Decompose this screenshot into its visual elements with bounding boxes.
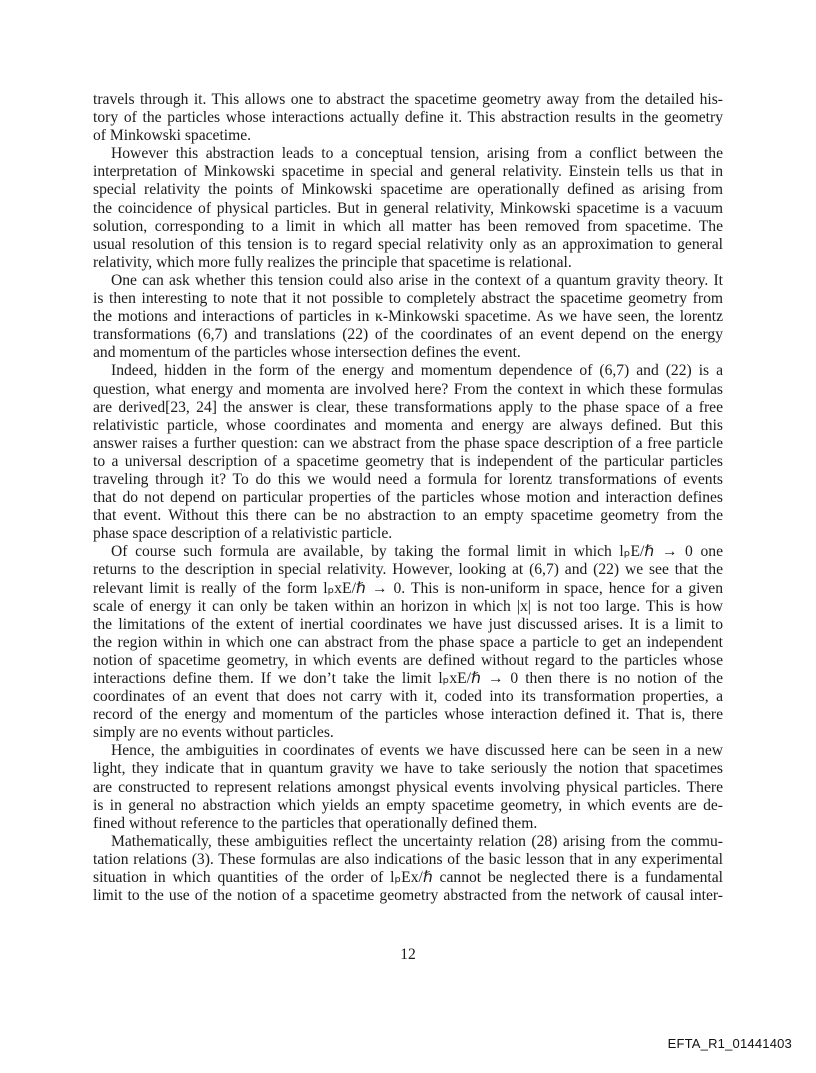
text-line: that event. Without this there can be no abstraction to an empty spacetime geometry from the bbox=[93, 507, 723, 525]
paragraph bbox=[93, 543, 723, 742]
text-line: limit to the use of the notion of a spacetime geometry abstracted from the network of causal inter- bbox=[93, 887, 723, 905]
text-line: However this abstraction leads to a conceptual tension, arising from a conflict between the bbox=[111, 145, 723, 163]
page-number: 12 bbox=[400, 946, 416, 963]
text-line: tory of the particles whose interactions actually define it. This abstraction results in the geometry bbox=[93, 109, 723, 127]
text-line: record of the energy and momentum of the particles whose interaction defined it. That is, there bbox=[93, 706, 723, 724]
text-line: returns to the description in special relativity. However, looking at (6,7) and (22) we see that the bbox=[93, 561, 723, 579]
text-line: Of course such formula are available, by taking the formal limit in which lₚE/ℏ → 0 one bbox=[111, 543, 723, 561]
text-line: coordinates of an event that does not carry with it, coded into its transformation properties, a bbox=[93, 688, 723, 706]
paragraph bbox=[93, 145, 723, 272]
text-line: fined without reference to the particles that operationally defined them. bbox=[93, 814, 538, 832]
text-line: interactions define them. If we don’t take the limit lₚxE/ℏ → 0 then there is no notion of the bbox=[93, 670, 723, 687]
text-line: relevant limit is really of the form lₚxE/ℏ → 0. This is non-uniform in space, hence for a given bbox=[93, 579, 723, 597]
text-line: solution, corresponding to a limit in which all matter has been removed from spacetime. The bbox=[93, 217, 723, 235]
text-line: notion of spacetime geometry, in which events are defined without regard to the particles whose bbox=[93, 651, 723, 669]
paragraph bbox=[93, 362, 723, 543]
text-line: to a universal description of a spacetime geometry that is independent of the particular particles bbox=[93, 452, 723, 470]
text-line: Hence, the ambiguities in coordinates of events we have discussed here can be seen in a new bbox=[111, 742, 723, 760]
paragraph bbox=[93, 272, 723, 362]
text-line: simply are no events without particles. bbox=[93, 724, 334, 742]
text-line: One can ask whether this tension could also arise in the context of a quantum gravity theory. It bbox=[111, 271, 723, 289]
text-line: the limitations of the extent of inertial coordinates we have just discussed arises. It is a limit to bbox=[93, 615, 723, 633]
text-line: transformations (6,7) and translations (22) of the coordinates of an event depend on the energy bbox=[93, 326, 723, 344]
text-line: relativity, which more fully realizes the principle that spacetime is relational. bbox=[93, 253, 572, 271]
body-text bbox=[93, 91, 723, 905]
text-line: are constructed to represent relations amongst physical events involving physical particles. There bbox=[93, 778, 723, 796]
text-line: is then interesting to note that it not possible to completely abstract the spacetime geometry from bbox=[93, 290, 723, 308]
text-line: that do not depend on particular properties of the particles whose motion and interaction defines bbox=[93, 489, 723, 507]
text-line: the coincidence of physical particles. But in general relativity, Minkowski spacetime is a vacuum bbox=[93, 199, 723, 217]
text-line: light, they indicate that in quantum gravity we have to take seriously the notion that spacetimes bbox=[93, 760, 723, 778]
text-line: the motions and interactions of particles in κ-Minkowski spacetime. As we have seen, the lorentz bbox=[93, 308, 723, 326]
text-line: Indeed, hidden in the form of the energy and momentum dependence of (6,7) and (22) is a bbox=[111, 362, 723, 380]
text-line: travels through it. This allows one to abstract the spacetime geometry away from the detailed his- bbox=[93, 91, 723, 108]
paragraph bbox=[93, 833, 723, 905]
text-line: answer raises a further question: can we abstract from the phase space description of a free particle bbox=[93, 434, 723, 452]
text-line: is in general no abstraction which yields an empty spacetime geometry, in which events are de- bbox=[93, 796, 723, 814]
text-line: traveling through it? To do this we would need a formula for lorentz transformations of events bbox=[93, 470, 723, 488]
paragraph bbox=[93, 742, 723, 832]
document-id-footer: EFTA_R1_01441403 bbox=[667, 1036, 792, 1051]
text-line: special relativity the points of Minkowski spacetime are operationally defined as arising from bbox=[93, 181, 723, 199]
text-line: phase space description of a relativistic particle. bbox=[93, 525, 393, 543]
text-line: tation relations (3). These formulas are also indications of the basic lesson that in any experimental bbox=[93, 850, 723, 868]
text-line: situation in which quantities of the order of lₚEx/ℏ cannot be neglected there is a fundamental bbox=[93, 869, 723, 887]
text-line: Mathematically, these ambiguities reflect the uncertainty relation (28) arising from the commu- bbox=[111, 832, 723, 850]
paragraph bbox=[93, 91, 723, 145]
text-line: relativistic particle, whose coordinates and momenta and energy are always defined. But this bbox=[93, 416, 723, 434]
text-line: are derived[23, 24] the answer is clear, these transformations apply to the phase space of a free bbox=[93, 398, 723, 416]
text-line: scale of energy it can only be taken within an horizon in which |x| is not too large. This is how bbox=[93, 597, 723, 615]
text-line: of Minkowski spacetime. bbox=[93, 127, 252, 145]
text-line: the region within in which one can abstract from the phase space a particle to get an independent bbox=[93, 633, 723, 651]
text-line: question, what energy and momenta are involved here? From the context in which these formulas bbox=[93, 380, 723, 398]
text-line: interpretation of Minkowski spacetime in special and general relativity. Einstein tells us that in bbox=[93, 163, 723, 181]
text-line: and momentum of the particles whose intersection defines the event. bbox=[93, 344, 521, 362]
text-line: usual resolution of this tension is to regard special relativity only as an approximation to general bbox=[93, 235, 723, 253]
